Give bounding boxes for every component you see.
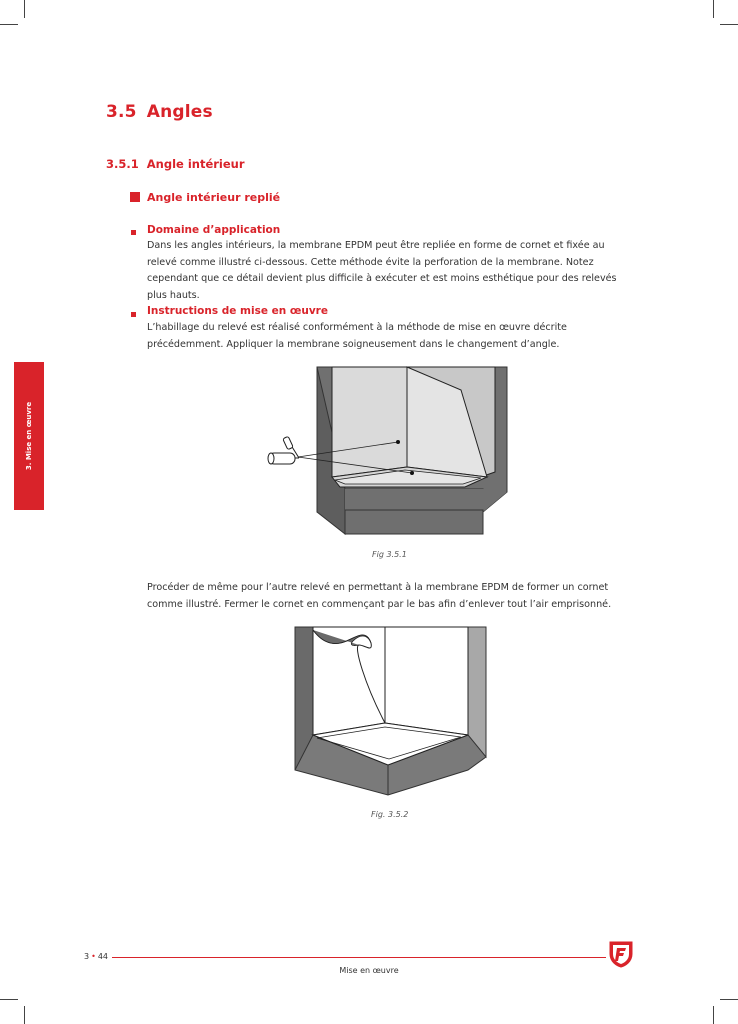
subsection-title [106, 157, 245, 171]
footer-title: Mise en œuvre [339, 966, 399, 975]
crop-mark [713, 1006, 714, 1024]
page-chapter: 3 [84, 952, 90, 961]
firestone-logo-icon [608, 940, 634, 968]
footer-rule [112, 957, 606, 958]
crop-mark [24, 1006, 25, 1024]
crop-mark [713, 0, 714, 18]
chapter-side-tab-label: 3. Mise en œuvre [25, 401, 33, 471]
figure-caption-2: Fig. 3.5.2 [371, 810, 409, 819]
page-number: 3 • 44 [84, 952, 108, 961]
bullet-marker [131, 312, 136, 317]
paragraph-cornet: Procéder de même pour l’autre relevé en permettant à la membrane EPDM de former un cornet comme illustré. Fermer le cornet en commençant par le bas afin d’enlever tout l’air emprisonné. [147, 582, 612, 610]
section-number: 3.5 [106, 102, 137, 122]
figure-3-5-1 [265, 362, 505, 542]
subsection-title-text: Angle intérieur [146, 157, 245, 171]
section-title-text: Angles [146, 102, 213, 122]
crop-mark [720, 999, 738, 1000]
bullet-marker [131, 230, 136, 235]
bullet-text-instructions: L’habillage du relevé est réalisé conformément à la méthode de mise en œuvre décrite précédemment. Appliquer la membrane soigneusement dans le changement d’angle. [147, 322, 567, 350]
crop-mark [0, 999, 18, 1000]
figure-caption-1: Fig 3.5.1 [372, 550, 407, 559]
chapter-side-tab [14, 362, 44, 510]
section-title [106, 102, 213, 122]
figure-3-5-2 [293, 625, 493, 795]
subsection-number: 3.5.1 [106, 157, 139, 171]
bullet-text-domaine: Dans les angles intérieurs, la membrane EPDM peut être repliée en forme de cornet et fixée au relevé comme illustré ci-dessous. Cette méthode évite la perforation de la membrane. Notez cependant que ce détail devient plus difficile à exécuter et est moins esthétique pour des relevés plus hauts. [147, 240, 617, 301]
heading-marker [130, 192, 140, 202]
bullet-title-instructions: Instructions de mise en œuvre [147, 305, 328, 317]
heading: Angle intérieur replié [147, 191, 281, 204]
crop-mark [24, 0, 25, 18]
paint-roller-icon [268, 436, 299, 464]
page-index: 44 [97, 952, 108, 961]
bullet-title-domaine: Domaine d’application [147, 224, 281, 236]
crop-mark [720, 24, 738, 25]
crop-mark [0, 24, 18, 25]
